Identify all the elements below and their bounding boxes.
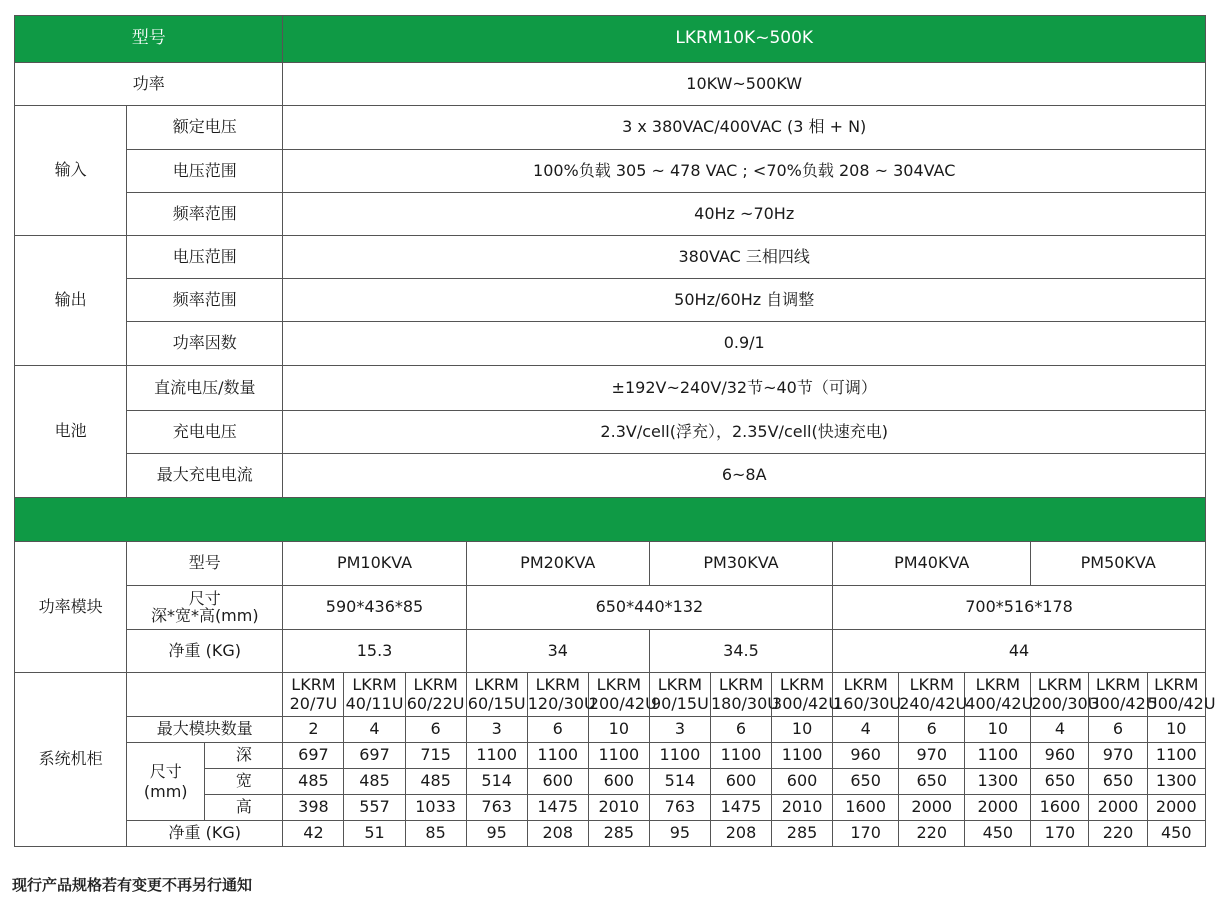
module-weight: 15.3 [283, 630, 466, 673]
cabinet-height-cell: 2000 [1089, 795, 1147, 821]
cabinet-model [588, 673, 657, 717]
cabinet-model [899, 673, 968, 717]
cabinet-model-line2: 300/42U [1089, 693, 1158, 713]
cabinet-max-modules-cell: 10 [965, 717, 1031, 743]
output-power-factor-row [15, 322, 1206, 366]
max-current-value: 6~8A [283, 454, 1206, 498]
footer-note: 现行产品规格若有变更不再另行通知 [12, 876, 253, 894]
cabinet-width-cell: 1300 [1147, 769, 1205, 795]
power-row [15, 63, 1206, 106]
cabinet-model-line2: 120/30U [527, 693, 596, 713]
height-label: 高 [205, 795, 283, 821]
cabinet-depth-cell: 1100 [466, 743, 527, 769]
cabinet-weight-row [15, 821, 1206, 847]
cabinet-height-cell: 2010 [588, 795, 649, 821]
model-header-value: LKRM10K~500K [283, 16, 1206, 63]
cabinet-width-cell: 1300 [965, 769, 1031, 795]
cabinet-max-modules-cell: 6 [1089, 717, 1147, 743]
cabinet-model-line1: LKRM [843, 675, 888, 695]
cabinet-depth-cell: 697 [283, 743, 344, 769]
output-freq-range-value: 50Hz/60Hz 自调整 [283, 279, 1206, 322]
cabinet-depth-cell: 970 [899, 743, 965, 769]
green-separator-row [15, 498, 1206, 542]
cabinet-model [344, 673, 405, 717]
cabinet-model-line1: LKRM [474, 675, 519, 695]
cabinet-depth-cell: 715 [405, 743, 466, 769]
cabinet-model [527, 673, 596, 717]
module-weight: 34 [466, 630, 649, 673]
cabinet-model-line2: 200/30U [1031, 693, 1100, 713]
battery-dc-voltage-row [15, 366, 1206, 411]
cabinet-weight-cell: 170 [833, 821, 899, 847]
cabinet-model-line2: 400/42U [965, 693, 1034, 713]
cabinet-depth-cell: 1100 [588, 743, 649, 769]
cabinet-weight-cell: 85 [405, 821, 466, 847]
spec-sheet [14, 15, 1216, 847]
cabinet-width-cell: 650 [1089, 769, 1147, 795]
cabinet-model-line2: 60/15U [467, 693, 526, 713]
cabinet-weight-cell: 285 [588, 821, 649, 847]
cabinet-weight-cell: 95 [649, 821, 710, 847]
cabinet-model [1089, 673, 1158, 717]
cabinet-model [405, 673, 466, 717]
input-voltage-range-row [15, 150, 1206, 193]
cabinet-model-line1: LKRM [352, 675, 397, 695]
cabinet-max-modules-row [15, 717, 1206, 743]
cabinet-weight-cell: 450 [965, 821, 1031, 847]
module-weight-label: 净重 (KG) [127, 630, 283, 673]
input-voltage-range-value: 100%负载 305 ~ 478 VAC ; <70%负载 208 ~ 304VAC [283, 150, 1206, 193]
module-model-label: 型号 [127, 542, 283, 586]
cabinet-max-modules-cell: 2 [283, 717, 344, 743]
cabinet-width-cell: 650 [1031, 769, 1089, 795]
module-size-label [127, 586, 283, 630]
cabinet-model-line1: LKRM [718, 675, 764, 695]
dc-voltage-label: 直流电压/数量 [127, 366, 283, 411]
module-size-label-line2: 深*宽*高(mm) [150, 605, 259, 625]
input-voltage-range-label: 电压范围 [127, 150, 283, 193]
cabinet-height-cell: 763 [649, 795, 710, 821]
cabinet-model-line1: LKRM [909, 675, 954, 695]
cabinet-weight-label: 净重 (KG) [127, 821, 283, 847]
cabinet-size-label-line2: (mm) [143, 781, 188, 801]
cabinet-width-cell: 600 [772, 769, 833, 795]
power-factor-value: 0.9/1 [283, 322, 1206, 366]
cabinet-width-cell: 485 [283, 769, 344, 795]
cabinet-height-cell: 398 [283, 795, 344, 821]
cabinet-height-cell: 1033 [405, 795, 466, 821]
cabinet-max-modules-cell: 4 [344, 717, 405, 743]
power-value: 10KW~500KW [283, 63, 1206, 106]
cabinet-depth-cell: 1100 [1147, 743, 1205, 769]
cabinet-max-modules-cell: 10 [1147, 717, 1205, 743]
cabinet-weight-cell: 220 [899, 821, 965, 847]
output-voltage-range-row [15, 236, 1206, 279]
model-header-label: 型号 [15, 16, 283, 63]
charge-voltage-value: 2.3V/cell(浮充），2.35V/cell(快速充电) [283, 411, 1206, 454]
power-factor-label: 功率因数 [127, 322, 283, 366]
cabinet-weight-cell: 42 [283, 821, 344, 847]
cabinet-max-modules-cell: 6 [710, 717, 771, 743]
battery-section-label: 电池 [15, 366, 127, 498]
output-freq-range-row [15, 279, 1206, 322]
cabinet-model-line2: 20/7U [289, 693, 338, 713]
cabinet-height-cell: 763 [466, 795, 527, 821]
input-freq-range-row [15, 193, 1206, 236]
module-size-label-line1: 尺寸 [188, 588, 221, 608]
cabinet-weight-cell: 220 [1089, 821, 1147, 847]
green-separator [15, 498, 1206, 542]
cabinet-max-modules-cell: 4 [1031, 717, 1089, 743]
module-size: 590*436*85 [283, 586, 466, 630]
cabinet-model-line1: LKRM [1095, 675, 1141, 695]
cabinet-depth-row [15, 743, 1206, 769]
dc-voltage-value: ±192V~240V/32节~40节（可调） [283, 366, 1206, 411]
cabinet-height-cell: 2010 [772, 795, 833, 821]
cabinet-height-cell: 1475 [710, 795, 771, 821]
module-weight: 34.5 [649, 630, 832, 673]
cabinet-model-line1: LKRM [291, 675, 336, 695]
output-voltage-range-label: 电压范围 [127, 236, 283, 279]
cabinet-max-modules-cell: 10 [772, 717, 833, 743]
cabinet-height-cell: 1600 [833, 795, 899, 821]
cabinet-weight-cell: 285 [772, 821, 833, 847]
power-label: 功率 [15, 63, 283, 106]
cabinet-max-modules-cell: 3 [466, 717, 527, 743]
cabinet-depth-cell: 960 [833, 743, 899, 769]
cabinet-model [710, 673, 779, 717]
cabinet-depth-cell: 1100 [649, 743, 710, 769]
cabinet-size-label [127, 743, 205, 821]
module-weight: 44 [833, 630, 1206, 673]
module-model: PM40KVA [833, 542, 1031, 586]
module-model-row [15, 542, 1206, 586]
input-freq-range-label: 频率范围 [127, 193, 283, 236]
cabinet-model-line1: LKRM [535, 675, 580, 695]
cabinet-model-line2: 240/42U [899, 693, 968, 713]
output-section-label: 输出 [15, 236, 127, 366]
cabinet-width-cell: 650 [833, 769, 899, 795]
output-voltage-range-value: 380VAC 三相四线 [283, 236, 1206, 279]
cabinet-model-line1: LKRM [779, 675, 825, 695]
charge-voltage-label: 充电电压 [127, 411, 283, 454]
input-rated-voltage-row [15, 106, 1206, 150]
cabinet-model-row [15, 673, 1206, 717]
cabinet-weight-cell: 450 [1147, 821, 1205, 847]
cabinet-model-line2: 90/15U [651, 693, 709, 713]
module-size: 650*440*132 [466, 586, 832, 630]
rated-voltage-value: 3 x 380VAC/400VAC (3 相 + N) [283, 106, 1206, 150]
cabinet-model-line1: LKRM [657, 675, 703, 695]
depth-label: 深 [205, 743, 283, 769]
cabinet-model-line2: 300/42U [772, 693, 841, 713]
module-section-label: 功率模块 [15, 542, 127, 673]
input-section-label: 输入 [15, 106, 127, 236]
cabinet-height-cell: 2000 [965, 795, 1031, 821]
cabinet-model [833, 673, 902, 717]
cabinet-weight-cell: 208 [710, 821, 771, 847]
cabinet-weight-cell: 51 [344, 821, 405, 847]
cabinet-depth-cell: 1100 [527, 743, 588, 769]
cabinet-section-label: 系统机柜 [15, 673, 127, 847]
cabinet-model [1031, 673, 1100, 717]
cabinet-model-line2: 200/42U [588, 693, 657, 713]
cabinet-model-line1: LKRM [596, 675, 641, 695]
cabinet-model-header-blank [127, 673, 283, 717]
cabinet-width-cell: 485 [405, 769, 466, 795]
cabinet-model [649, 673, 710, 717]
cabinet-weight-cell: 95 [466, 821, 527, 847]
module-size: 700*516*178 [833, 586, 1206, 630]
cabinet-model-line1: LKRM [1037, 675, 1083, 695]
cabinet-max-modules-cell: 6 [899, 717, 965, 743]
cabinet-model [772, 673, 841, 717]
cabinet-depth-cell: 1100 [710, 743, 771, 769]
cabinet-width-cell: 514 [466, 769, 527, 795]
battery-max-current-row [15, 454, 1206, 498]
cabinet-model-line2: 40/11U [345, 693, 404, 713]
cabinet-model-line1: LKRM [413, 675, 458, 695]
cabinet-model-line1: LKRM [1154, 675, 1199, 695]
module-size-row [15, 586, 1206, 630]
cabinet-width-cell: 600 [527, 769, 588, 795]
cabinet-width-cell: 514 [649, 769, 710, 795]
spec-table [14, 15, 1216, 847]
max-modules-label: 最大模块数量 [127, 717, 283, 743]
max-current-label: 最大充电电流 [127, 454, 283, 498]
cabinet-height-cell: 1600 [1031, 795, 1089, 821]
output-freq-range-label: 频率范围 [127, 279, 283, 322]
cabinet-model [965, 673, 1034, 717]
cabinet-height-cell: 1475 [527, 795, 588, 821]
header-row [15, 16, 1206, 63]
cabinet-depth-cell: 970 [1089, 743, 1147, 769]
cabinet-depth-cell: 960 [1031, 743, 1089, 769]
cabinet-model-line2: 160/30U [833, 693, 902, 713]
cabinet-max-modules-cell: 10 [588, 717, 649, 743]
cabinet-height-cell: 2000 [1147, 795, 1205, 821]
cabinet-model [1147, 673, 1216, 717]
cabinet-size-label-line1: 尺寸 [149, 762, 182, 782]
cabinet-width-cell: 650 [899, 769, 965, 795]
cabinet-max-modules-cell: 6 [527, 717, 588, 743]
cabinet-depth-cell: 1100 [772, 743, 833, 769]
cabinet-model [466, 673, 527, 717]
module-model: PM50KVA [1031, 542, 1206, 586]
width-label: 宽 [205, 769, 283, 795]
module-model: PM30KVA [649, 542, 832, 586]
cabinet-max-modules-cell: 6 [405, 717, 466, 743]
cabinet-max-modules-cell: 3 [649, 717, 710, 743]
module-weight-row [15, 630, 1206, 673]
cabinet-width-cell: 600 [710, 769, 771, 795]
cabinet-height-cell: 557 [344, 795, 405, 821]
cabinet-weight-cell: 208 [527, 821, 588, 847]
cabinet-width-cell: 600 [588, 769, 649, 795]
cabinet-model-line2: 180/30U [710, 693, 779, 713]
cabinet-model-line2: 500/42U [1147, 693, 1216, 713]
cabinet-weight-cell: 170 [1031, 821, 1089, 847]
cabinet-depth-cell: 1100 [965, 743, 1031, 769]
rated-voltage-label: 额定电压 [127, 106, 283, 150]
module-model: PM10KVA [283, 542, 466, 586]
cabinet-model-line1: LKRM [975, 675, 1020, 695]
module-model: PM20KVA [466, 542, 649, 586]
cabinet-depth-cell: 697 [344, 743, 405, 769]
cabinet-model [283, 673, 344, 717]
cabinet-max-modules-cell: 4 [833, 717, 899, 743]
cabinet-width-cell: 485 [344, 769, 405, 795]
input-freq-range-value: 40Hz ~70Hz [283, 193, 1206, 236]
cabinet-model-line2: 60/22U [406, 693, 465, 713]
cabinet-height-cell: 2000 [899, 795, 965, 821]
battery-charge-voltage-row [15, 411, 1206, 454]
